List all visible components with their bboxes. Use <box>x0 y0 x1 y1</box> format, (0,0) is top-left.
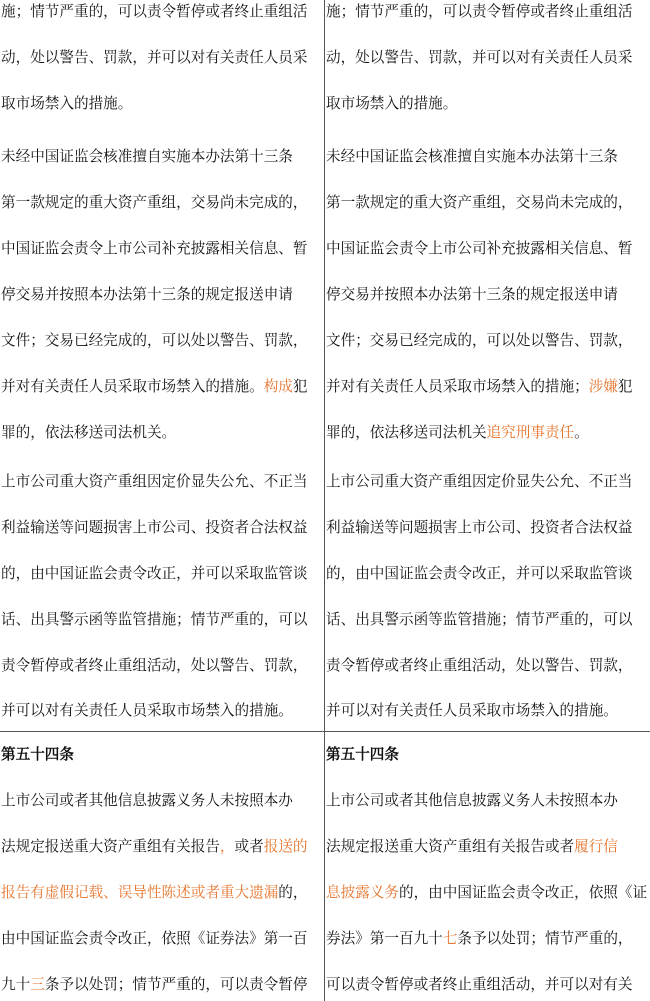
text-line <box>1 975 308 995</box>
changed-text: ， <box>219 838 235 855</box>
text-run: 犯 <box>292 378 308 395</box>
text-run: 。 <box>574 424 589 441</box>
text-line <box>326 883 647 903</box>
changed-text: 构成 <box>263 378 293 395</box>
text-run: 并对有关责任人员采取市场禁入的措施。 <box>1 378 264 395</box>
text-run: 并对有关责任人员采取市场禁入的措施； <box>326 378 589 395</box>
text-line: 可以责令暂停或者终止重组活动，并可以对有关 <box>326 976 633 993</box>
right-cell-revised <box>325 0 650 731</box>
changed-text: 三 <box>30 976 45 993</box>
article-heading: 第五十四条 <box>326 746 399 763</box>
text-run: 条予以处罚；情节严重的，可以责令暂停 <box>44 976 308 993</box>
text-run: 犯 <box>617 378 633 395</box>
text-line <box>1 837 308 857</box>
text-line: 施；情节严重的，可以责令暂停或者终止重组活 <box>1 3 308 20</box>
column-divider <box>324 0 325 1001</box>
text-line: 第一款规定的重大资产重组，交易尚未完成的， <box>1 194 308 211</box>
left-cell-original <box>0 732 325 1001</box>
text-run: 的，由中国证监会责令改正，依照《证 <box>398 884 648 901</box>
changed-text: 追究刑事责任 <box>486 424 575 441</box>
text-line: 由中国证监会责令改正，依照《证券法》第一百 <box>1 930 308 947</box>
text-line: 未经中国证监会核准擅自实施本办法第十三条 <box>1 148 293 165</box>
text-line: 未经中国证监会核准擅自实施本办法第十三条 <box>326 148 618 165</box>
left-cell-original <box>0 0 325 731</box>
text-line <box>1 883 308 903</box>
table-row-article-54 <box>0 732 650 1001</box>
changed-text: 涉嫌 <box>588 378 618 395</box>
changed-text: 息披露义务 <box>326 884 399 901</box>
text-line: 文件；交易已经完成的，可以处以警告、罚款， <box>326 332 633 349</box>
changed-text: 报告有虚假记载、误导性陈述或者重大遗漏 <box>1 884 279 901</box>
text-line <box>326 837 618 857</box>
text-line: 中国证监会责令上市公司补充披露相关信息、暂 <box>326 240 633 257</box>
text-line: 罪的，依法移送司法机关。 <box>1 424 177 441</box>
text-line: 动，处以警告、罚款，并可以对有关责任人员采 <box>326 49 633 66</box>
text-line: 责令暂停或者终止重组活动，处以警告、罚款， <box>1 657 308 674</box>
article-heading: 第五十四条 <box>1 746 74 763</box>
text-run: 条予以处罚；情节严重的， <box>457 930 633 947</box>
text-run: 九十 <box>1 976 31 993</box>
text-line: 话、出具警示函等监管措施；情节严重的，可以 <box>1 611 308 628</box>
text-line <box>326 377 633 397</box>
text-line <box>1 377 308 397</box>
text-line <box>326 423 589 443</box>
text-line: 上市公司或者其他信息披露义务人未按照本办 <box>326 792 618 809</box>
text-run: 的， <box>278 884 308 901</box>
text-run: 法规定报送重大资产重组有关报告 <box>1 838 220 855</box>
changed-text: 报送的 <box>263 838 308 855</box>
text-run: 法规定报送重大资产重组有关报告或者 <box>326 838 575 855</box>
text-line: 动，处以警告、罚款，并可以对有关责任人员采 <box>1 49 308 66</box>
right-cell-revised <box>325 732 650 1001</box>
text-line: 利益输送等问题损害上市公司、投资者合法权益 <box>326 519 633 536</box>
text-line: 文件；交易已经完成的，可以处以警告、罚款， <box>1 332 308 349</box>
text-line: 上市公司重大资产重组因定价显失公允、不正当 <box>326 473 633 490</box>
text-line: 取市场禁入的措施。 <box>1 95 133 112</box>
text-line: 上市公司重大资产重组因定价显失公允、不正当 <box>1 473 308 490</box>
text-run: 或者 <box>234 838 264 855</box>
text-line: 上市公司或者其他信息披露义务人未按照本办 <box>1 792 293 809</box>
text-line <box>326 929 633 949</box>
changed-text: 履行信 <box>574 838 618 855</box>
text-line: 并可以对有关责任人员采取市场禁入的措施。 <box>1 702 293 719</box>
text-line: 利益输送等问题损害上市公司、投资者合法权益 <box>1 519 308 536</box>
text-run: 券法》第一百九十 <box>326 930 443 947</box>
text-line: 施；情节严重的，可以责令暂停或者终止重组活 <box>326 3 633 20</box>
text-line: 停交易并按照本办法第十三条的规定报送申请 <box>326 286 618 303</box>
text-line: 第一款规定的重大资产重组，交易尚未完成的， <box>326 194 633 211</box>
changed-text: 七 <box>442 930 458 947</box>
text-line: 的，由中国证监会责令改正，并可以采取监管谈 <box>1 565 308 582</box>
text-line: 停交易并按照本办法第十三条的规定报送申请 <box>1 286 293 303</box>
text-line: 责令暂停或者终止重组活动，处以警告、罚款， <box>326 657 633 674</box>
text-line: 取市场禁入的措施。 <box>326 95 458 112</box>
text-line: 话、出具警示函等监管措施；情节严重的，可以 <box>326 611 633 628</box>
text-line: 中国证监会责令上市公司补充披露相关信息、暂 <box>1 240 308 257</box>
text-line: 并可以对有关责任人员采取市场禁入的措施。 <box>326 702 618 719</box>
text-run: 罪的，依法移送司法机关 <box>326 424 487 441</box>
text-line: 的，由中国证监会责令改正，并可以采取监管谈 <box>326 565 633 582</box>
